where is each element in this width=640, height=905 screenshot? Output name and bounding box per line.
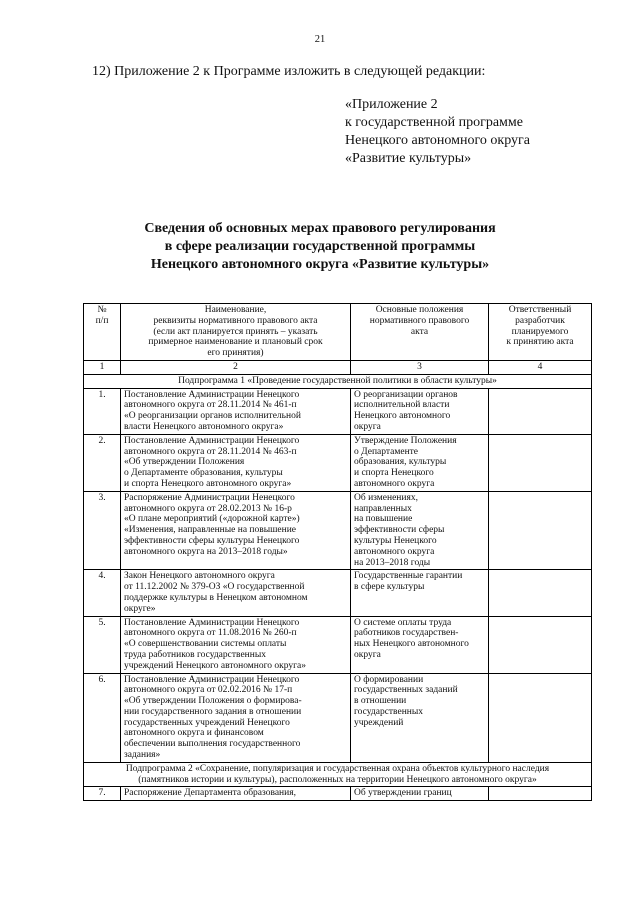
row-developer	[489, 491, 592, 570]
subprogram-2-title: Подпрограмма 2 «Сохранение, популяризация и государственная охрана объектов культурного наследия (памятников истории и культуры), расположенных на территории Ненецкого автономного округа»	[84, 762, 592, 787]
row-number: 6.	[84, 673, 121, 762]
row-developer	[489, 787, 592, 801]
row-number: 3.	[84, 491, 121, 570]
column-number: 4	[489, 360, 592, 374]
row-provisions: О формировании государственных заданий в отношении государственных учреждений	[351, 673, 489, 762]
row-act-name: Постановление Администрации Ненецкого автономного округа от 28.11.2014 № 461-п «О реорганизации органов исполнительной власти Ненецкого автономного округа»	[121, 388, 351, 434]
row-number: 2.	[84, 434, 121, 491]
row-act-name: Распоряжение Администрации Ненецкого автономного округа от 28.02.2013 № 16-р «О плане мероприятий («дорожной карте») «Изменения, направленные на повышение эффективности сферы культуры Ненецкого автономного округа на 2013–2018 годы»	[121, 491, 351, 570]
appendix-header-line: «Приложение 2	[345, 97, 438, 112]
row-provisions: О системе оплаты труда работников государствен- ных Ненецкого автономного округа	[351, 616, 489, 673]
row-act-name: Постановление Администрации Ненецкого автономного округа от 02.02.2016 № 17-п «Об утверждении Положения о формирова- нии государственного задания в отношении государственных учреждений Ненецкого автономного округа и финансовом обеспечении выполнения государственного задания»	[121, 673, 351, 762]
row-act-name: Постановление Администрации Ненецкого автономного округа от 11.08.2016 № 260-п «О совершенствовании системы оплаты труда работников государственных учреждений Ненецкого автономного округа»	[121, 616, 351, 673]
row-developer	[489, 434, 592, 491]
row-act-name: Закон Ненецкого автономного округа от 11.12.2002 № 379-ОЗ «О государственной поддержке культуры в Ненецком автономном округе»	[121, 570, 351, 616]
subprogram-row	[84, 374, 592, 388]
row-provisions: Об утверждении границ	[351, 787, 489, 801]
legal-measures-table	[83, 303, 592, 801]
row-provisions: Государственные гарантии в сфере культуры	[351, 570, 489, 616]
row-act-name: Распоряжение Департамента образования,	[121, 787, 351, 801]
document-title	[0, 220, 640, 274]
header-number: № п/п	[84, 304, 121, 361]
subprogram-row	[84, 762, 592, 787]
table-row	[84, 491, 592, 570]
appendix-header-line: «Развитие культуры»	[345, 151, 472, 166]
row-act-name: Постановление Администрации Ненецкого автономного округа от 28.11.2014 № 463-п «Об утверждении Положения о Департаменте образования, культуры и спорта Ненецкого автономного округа»	[121, 434, 351, 491]
amendment-intro: 12) Приложение 2 к Программе изложить в следующей редакции:	[92, 64, 486, 79]
subprogram-1-title: Подпрограмма 1 «Проведение государственной политики в области культуры»	[84, 374, 592, 388]
row-provisions: Об изменениях, направленных на повышение эффективности сферы культуры Ненецкого автономного округа на 2013–2018 годы	[351, 491, 489, 570]
table-row	[84, 570, 592, 616]
row-developer	[489, 616, 592, 673]
appendix-header-line: к государственной программе	[345, 115, 523, 130]
appendix-header	[345, 96, 530, 168]
table-header-row	[84, 304, 592, 361]
row-provisions: О реорганизации органов исполнительной власти Ненецкого автономного округа	[351, 388, 489, 434]
row-number: 7.	[84, 787, 121, 801]
header-provisions: Основные положения нормативного правового акта	[351, 304, 489, 361]
table-row	[84, 673, 592, 762]
column-numbers-row	[84, 360, 592, 374]
table-row	[84, 434, 592, 491]
column-number: 2	[121, 360, 351, 374]
column-number: 1	[84, 360, 121, 374]
header-developer: Ответственный разработчик планируемого к принятию акта	[489, 304, 592, 361]
row-developer	[489, 673, 592, 762]
row-provisions: Утверждение Положения о Департаменте образования, культуры и спорта Ненецкого автономного округа	[351, 434, 489, 491]
row-developer	[489, 570, 592, 616]
header-name: Наименование, реквизиты нормативного правового акта (если акт планируется принять – указать примерное наименование и плановый срок его принятия)	[121, 304, 351, 361]
row-number: 1.	[84, 388, 121, 434]
table-row	[84, 388, 592, 434]
row-number: 4.	[84, 570, 121, 616]
table-row	[84, 787, 592, 801]
row-number: 5.	[84, 616, 121, 673]
table-row	[84, 616, 592, 673]
appendix-header-line: Ненецкого автономного округа	[345, 133, 530, 148]
page-number: 21	[314, 34, 326, 45]
title-line: Ненецкого автономного округа «Развитие культуры»	[150, 257, 490, 272]
title-line: Сведения об основных мерах правового регулирования	[144, 221, 496, 236]
row-developer	[489, 388, 592, 434]
column-number: 3	[351, 360, 489, 374]
title-line: в сфере реализации государственной программы	[164, 239, 476, 254]
